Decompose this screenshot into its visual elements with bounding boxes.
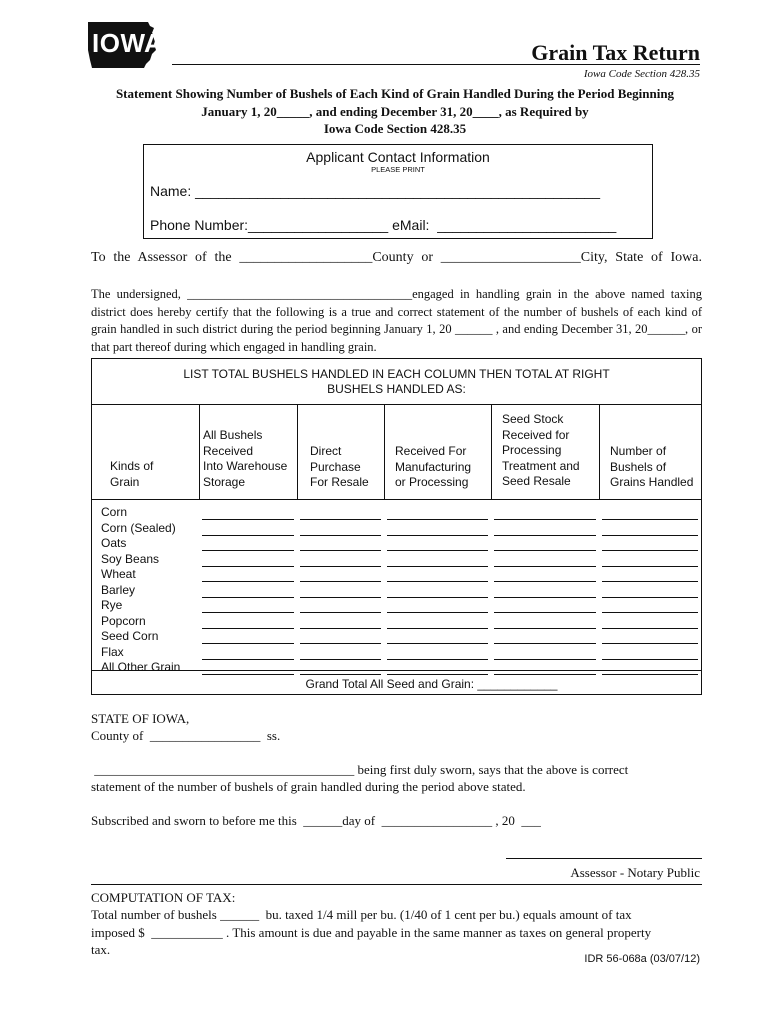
bushel-entry-line[interactable] (387, 628, 488, 629)
computation-line: tax. (91, 942, 111, 957)
statement-heading (60, 85, 730, 138)
col-divider (384, 404, 385, 499)
signature-line[interactable] (506, 858, 702, 859)
name-field[interactable]: Name: ____________________________________________________ (150, 183, 601, 199)
bushel-entry-line[interactable] (300, 674, 381, 675)
col-header-total: Number of Bushels of Grains Handled (610, 444, 694, 489)
statement-line: January 1, 20_____, and ending December 31, 20____, as Required by (201, 103, 589, 119)
grain-label: Corn (101, 505, 128, 519)
statement-line: Iowa Code Section 428.35 (323, 121, 467, 136)
table-instruction-line: LIST TOTAL BUSHELS HANDLED IN EACH COLUMN THEN TOTAL AT RIGHT (183, 367, 610, 381)
bushel-entry-line[interactable] (202, 566, 294, 567)
bushel-entry-line[interactable] (387, 519, 488, 520)
grain-label: Wheat (101, 567, 136, 581)
page-title: Grain Tax Return (531, 40, 700, 65)
bushel-entry-line[interactable] (602, 674, 698, 675)
bushel-entry-line[interactable] (494, 628, 596, 629)
form-number: IDR 56-068a (03/07/12) (584, 953, 700, 965)
col-divider (599, 404, 600, 499)
col-header-manufacturing: Received For Manufacturing or Processing (395, 444, 472, 489)
grain-label: Popcorn (101, 613, 146, 628)
grain-label: Oats (101, 536, 127, 550)
assessor-address-line[interactable]: To the Assessor of the ___________________County or ____________________City, State of Iowa. (91, 250, 702, 265)
grain-label: Corn (Sealed) (101, 520, 176, 535)
grain-label: All Other Grain (101, 660, 181, 674)
contact-title: Applicant Contact Information (306, 149, 490, 165)
bushel-entry-line[interactable] (300, 535, 381, 536)
bushel-entry-line[interactable] (494, 566, 596, 567)
bushel-entry-line[interactable] (202, 628, 294, 629)
total-rule (92, 670, 701, 671)
col-divider (199, 404, 200, 499)
phone-email-field[interactable]: Phone Number:__________________ eMail: _______________________ (150, 217, 617, 233)
please-print-note: PLEASE PRINT (371, 165, 425, 174)
header-top-rule (92, 404, 701, 405)
grand-total[interactable]: Grand Total All Seed and Grain: ____________ (305, 677, 558, 691)
bushel-entry-line[interactable] (202, 597, 294, 598)
bushel-entry-line[interactable] (494, 581, 596, 582)
computation-heading: COMPUTATION OF TAX: (91, 890, 236, 905)
bushel-entry-line[interactable] (202, 612, 294, 613)
bushel-entry-line[interactable] (300, 659, 381, 660)
bushel-entry-line[interactable] (202, 550, 294, 551)
bushel-entry-line[interactable] (387, 581, 488, 582)
bushel-entry-line[interactable] (202, 643, 294, 644)
computation-line[interactable]: Total number of bushels ______ bu. taxed 1/4 mill per bu. (1/40 of 1 cent per bu.) equals amount of tax (91, 907, 632, 922)
bushel-entry-line[interactable] (300, 643, 381, 644)
col-header-kinds: Kinds of Grain (110, 459, 154, 489)
bushel-entry-line[interactable] (387, 566, 488, 567)
logo-text: IOWA (92, 28, 164, 58)
grain-table (91, 358, 702, 695)
table-instruction-line: BUSHELS HANDLED AS: (327, 382, 466, 396)
bushel-entry-line[interactable] (202, 519, 294, 520)
county-field[interactable]: County of _________________ ss. (91, 728, 281, 743)
bushel-entry-line[interactable] (387, 659, 488, 660)
bushel-entry-line[interactable] (202, 659, 294, 660)
bushel-entry-line[interactable] (602, 581, 698, 582)
bushel-entry-line[interactable] (300, 628, 381, 629)
subscribed-line[interactable]: Subscribed and sworn to before me this ______day of _________________ , 20 ___ (91, 813, 541, 828)
bushel-entry-line[interactable] (494, 674, 596, 675)
bushel-entry-line[interactable] (300, 566, 381, 567)
bushel-entry-line[interactable] (602, 643, 698, 644)
col-divider (297, 404, 298, 499)
bushel-entry-line[interactable] (602, 597, 698, 598)
certification-paragraph: The undersigned, ____________________________________engaged in handling grain in the above named taxing district does hereby certify that the following is a true and correct statement of the number of bushels of each kind of grain handled in such district during the period beginning January 1, 20 ______ , and ending December 31, 20______, or that part thereof during which engaged in handling grain. (91, 287, 702, 354)
col-divider (491, 404, 492, 499)
bushel-entry-line[interactable] (300, 581, 381, 582)
assessor-signature-label: Assessor - Notary Public (570, 865, 700, 880)
bushel-entry-line[interactable] (300, 612, 381, 613)
contact-info-box (143, 144, 653, 239)
bushel-entry-line[interactable] (494, 550, 596, 551)
bushel-entry-line[interactable] (602, 566, 698, 567)
bushel-entry-line[interactable] (494, 535, 596, 536)
header-bottom-rule (92, 499, 701, 500)
bushel-entry-line[interactable] (494, 519, 596, 520)
bushel-entry-line[interactable] (300, 550, 381, 551)
bushel-entry-line[interactable] (494, 597, 596, 598)
grain-label: Barley (101, 582, 136, 597)
grain-label: Rye (101, 598, 123, 612)
sworn-line[interactable]: ________________________________________ being first duly sworn, says that the above is correct (91, 762, 629, 777)
bushel-entry-line[interactable] (202, 535, 294, 536)
grain-label: Soy Beans (101, 551, 160, 566)
bushel-entry-line[interactable] (387, 597, 488, 598)
bushel-entry-line[interactable] (602, 550, 698, 551)
table-instruction (92, 367, 701, 397)
statement-line: Statement Showing Number of Bushels of Each Kind of Grain Handled During the Period Beginning (115, 86, 675, 101)
bushel-entry-line[interactable] (202, 674, 294, 675)
bushel-entry-line[interactable] (494, 643, 596, 644)
bushel-entry-line[interactable] (387, 674, 488, 675)
bushel-entry-line[interactable] (387, 612, 488, 613)
bushel-entry-line[interactable] (602, 535, 698, 536)
grain-label: Flax (101, 644, 124, 659)
bushel-entry-line[interactable] (387, 550, 488, 551)
grain-label: Seed Corn (101, 629, 159, 643)
bushel-entry-line[interactable] (387, 535, 488, 536)
bushel-entry-line[interactable] (602, 659, 698, 660)
state-label: STATE OF IOWA, (91, 711, 190, 726)
bushel-entry-line[interactable] (602, 628, 698, 629)
bushel-entry-line[interactable] (387, 643, 488, 644)
bushel-entry-line[interactable] (494, 659, 596, 660)
bushel-entry-line[interactable] (602, 519, 698, 520)
code-reference: Iowa Code Section 428.35 (583, 68, 700, 80)
computation-line[interactable]: imposed $ ___________ . This amount is due and payable in the same manner as taxes on general property (91, 925, 652, 940)
col-header-direct-purchase: Direct Purchase For Resale (310, 444, 369, 489)
bushel-entry-line[interactable] (202, 581, 294, 582)
bushel-entry-line[interactable] (300, 597, 381, 598)
sworn-statement: statement of the number of bushels of grain handled during the period above stated. (91, 779, 526, 794)
bushel-entry-line[interactable] (300, 519, 381, 520)
bushel-entry-line[interactable] (602, 612, 698, 613)
col-header-warehouse: All Bushels Received Into Warehouse Storage (203, 428, 288, 489)
bushel-entry-line[interactable] (494, 612, 596, 613)
col-header-seed-stock: Seed Stock Received for Processing Treatment and Seed Resale (502, 412, 580, 488)
computation-rule (91, 884, 702, 885)
